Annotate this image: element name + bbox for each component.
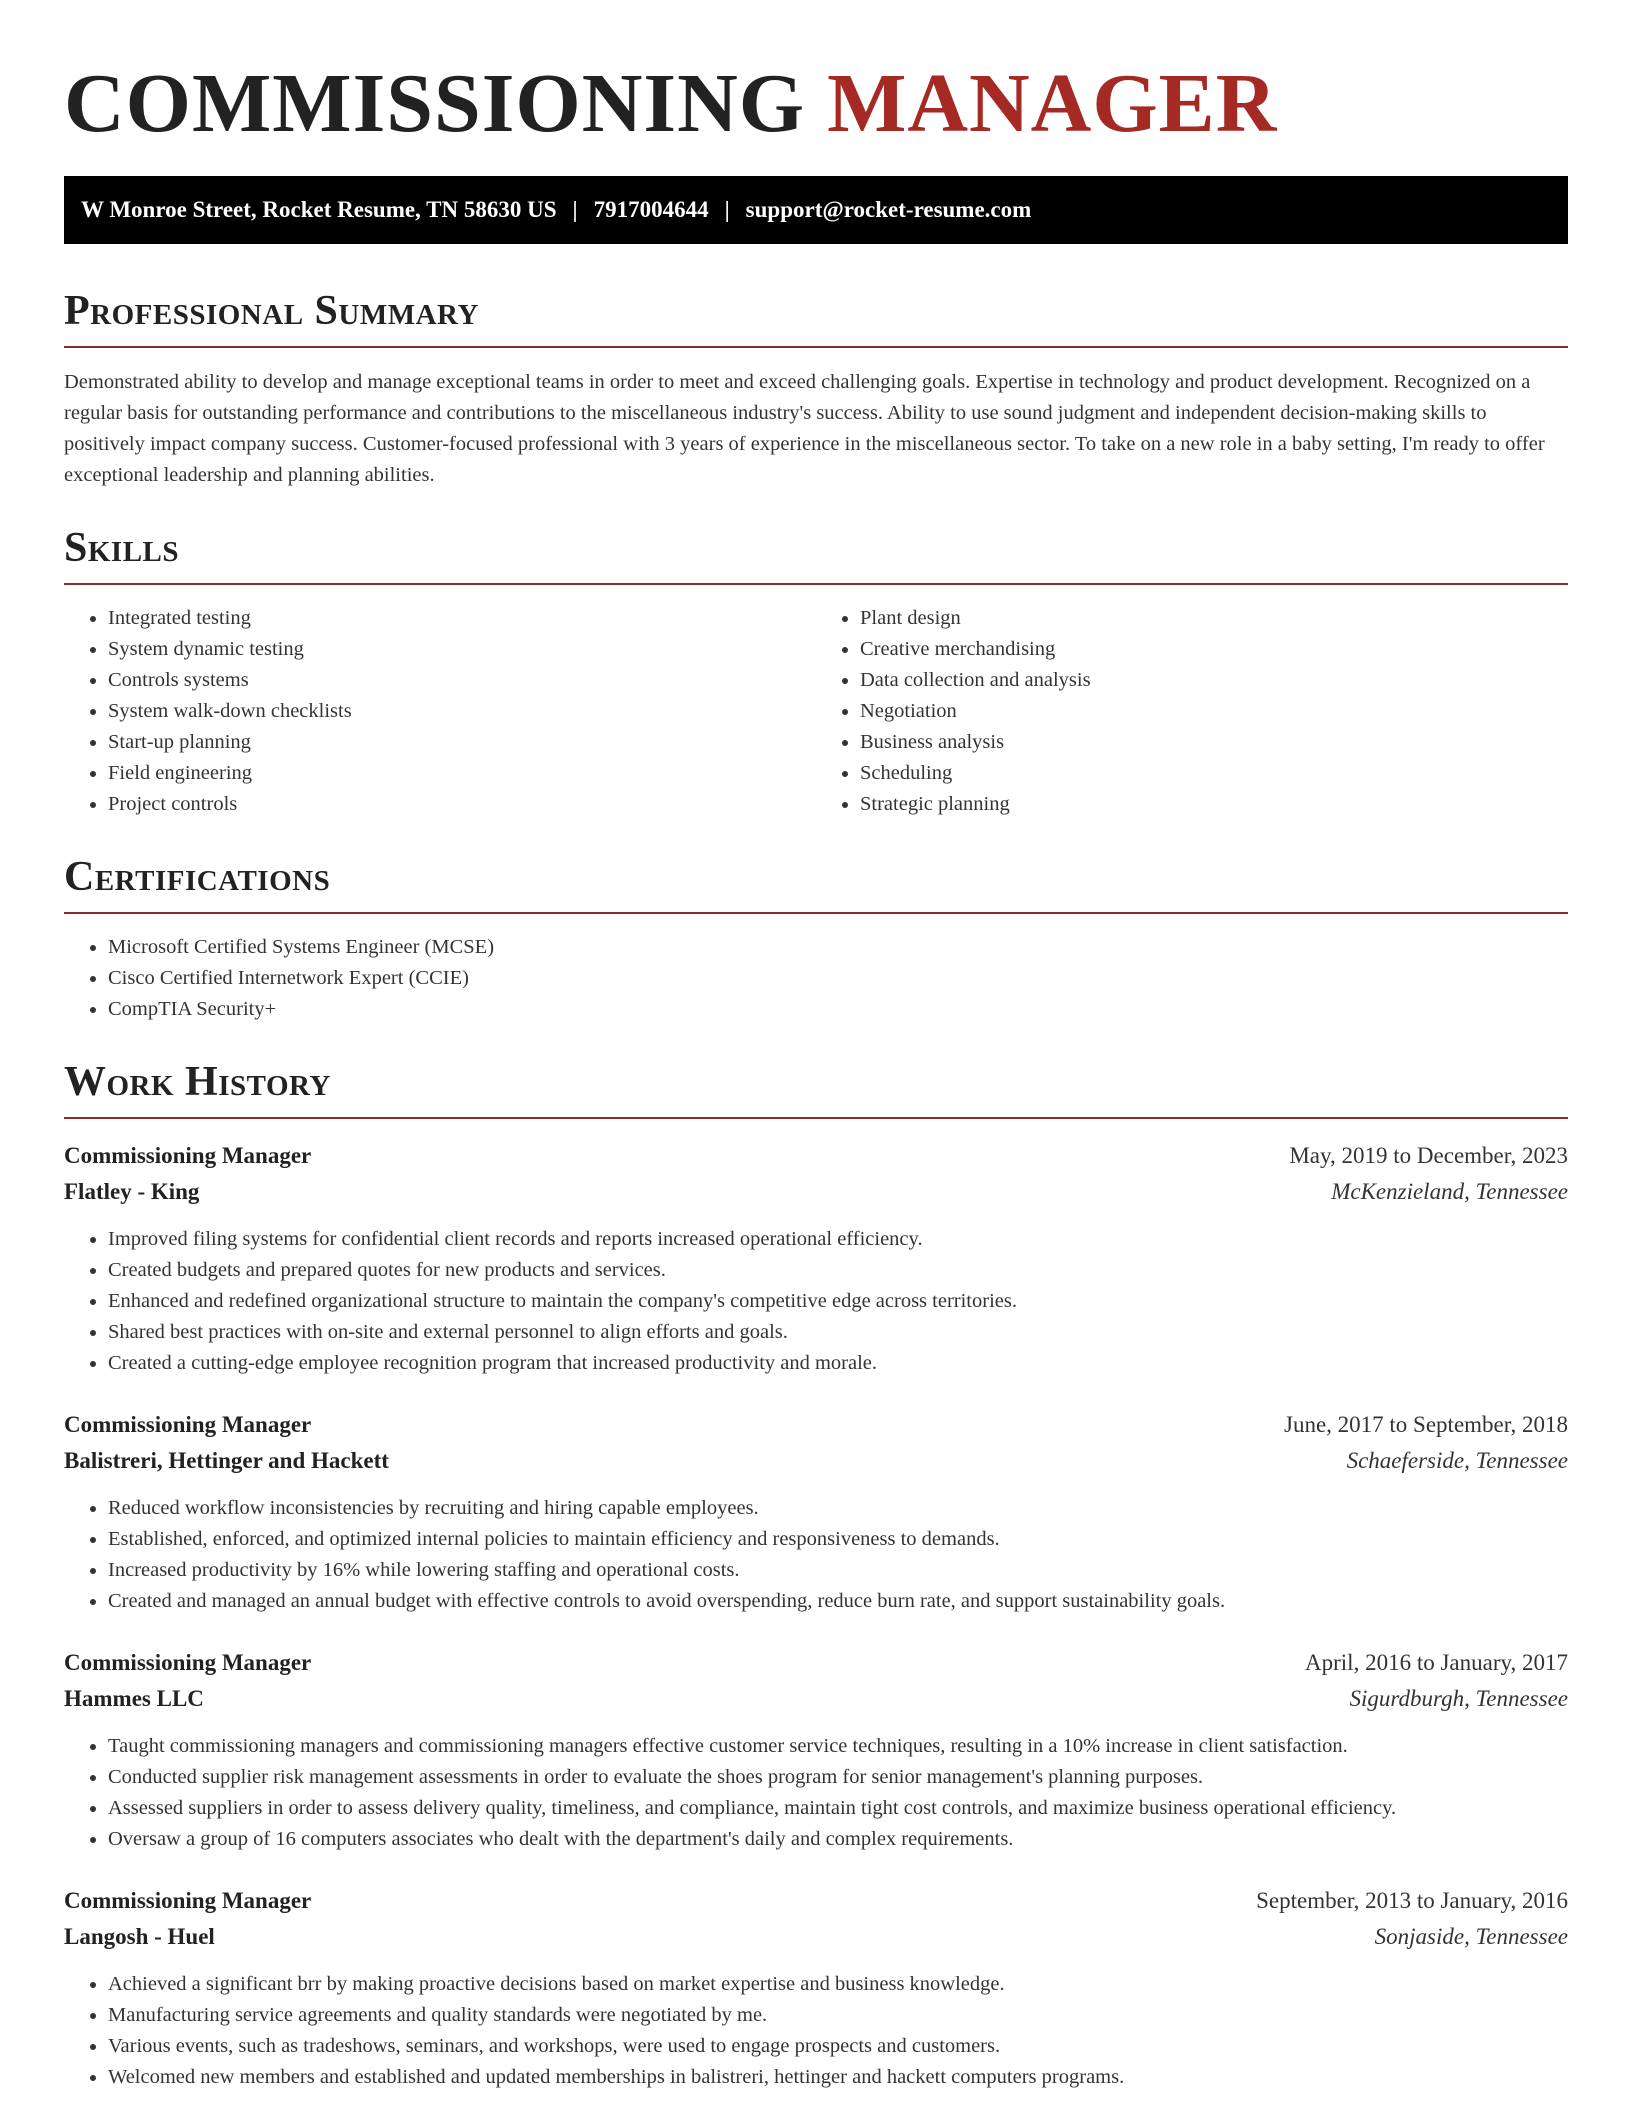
job-company: Hammes LLC [64,1686,204,1711]
job-company: Langosh - Huel [64,1924,215,1949]
job-bullet: • Created budgets and prepared quotes for new products and services. [108,1255,1568,1286]
job-title: Commissioning Manager [64,1650,312,1675]
resume-name [64,56,1568,152]
skill-item: • Integrated testing [108,603,816,634]
section-title-certifications: Certifications [64,854,331,900]
certifications-list [64,932,1568,1025]
job-bullets [64,1224,1568,1379]
job-header-row [64,1883,1568,1919]
skill-item: • Field engineering [108,758,816,789]
job-bullet: • Various events, such as tradeshows, seminars, and workshops, were used to engage prospects and customers. [108,2031,1568,2062]
summary-text: Demonstrated ability to develop and manage exceptional teams in order to meet and exceed challenging goals. Expertise in technology and product development. Recognized on a regular basis for outstanding performance and contributions to the miscellaneous industry's success. Ability to use sound judgment and independent decision-making skills to positively impact company success. Customer-focused professional with 3 years of experience in the miscellaneous sector. To take on a new role in a baby setting, I'm ready to offer exceptional leadership and planning abilities. [64,371,1545,486]
skills-section [64,523,1568,820]
job-company-row [64,1681,1568,1717]
skill-item: • Creative merchandising [860,634,1568,665]
job-bullet: • Conducted supplier risk management assessments in order to evaluate the shoes program for senior management's planning purposes. [108,1762,1568,1793]
job-dates: June, 2017 to September, 2018 [1284,1412,1568,1437]
certifications-section [64,852,1568,1025]
job-title: Commissioning Manager [64,1412,312,1437]
section-divider [64,346,1568,348]
job-company-row [64,1919,1568,1955]
contact-address: W Monroe Street, Rocket Resume, TN 58630 US [81,197,557,222]
section-title-summary: Professional Summary [64,288,479,334]
summary-section [64,286,1568,491]
job-bullet: • Achieved a significant brr by making proactive decisions based on market expertise and business knowledge. [108,1969,1568,2000]
section-divider [64,1117,1568,1119]
contact-separator: | [572,197,578,222]
certification-item: • CompTIA Security+ [108,994,1568,1025]
job-bullets [64,1969,1568,2093]
skill-item: • Start-up planning [108,727,816,758]
job-company: Balistreri, Hettinger and Hackett [64,1448,389,1473]
job-bullet: • Improved filing systems for confidential client records and reports increased operational efficiency. [108,1224,1568,1255]
job-bullet: • Oversaw a group of 16 computers associates who dealt with the department's daily and complex requirements. [108,1824,1568,1855]
job-bullet: • Enhanced and redefined organizational structure to maintain the company's competitive edge across territories. [108,1286,1568,1317]
section-title-skills: Skills [64,525,180,571]
job-location: Schaeferside, Tennessee [1346,1448,1568,1473]
job-bullet: • Established, enforced, and optimized internal policies to maintain efficiency and responsiveness to demands. [108,1524,1568,1555]
job-dates: April, 2016 to January, 2017 [1305,1650,1568,1675]
job-entry [64,1883,1568,2093]
job-bullet: • Increased productivity by 16% while lowering staffing and operational costs. [108,1555,1568,1586]
skill-item: • System walk-down checklists [108,696,816,727]
skills-list-left [64,603,816,820]
job-bullet: • Welcomed new members and established and updated memberships in balistreri, hettinger and hackett computers programs. [108,2062,1568,2093]
job-entry [64,1645,1568,1855]
contact-email: support@rocket-resume.com [745,197,1032,222]
contact-bar [64,176,1568,244]
name-first: COMMISSIONING [64,57,806,150]
job-bullets [64,1731,1568,1855]
skill-item: • Strategic planning [860,789,1568,820]
job-dates: September, 2013 to January, 2016 [1256,1888,1568,1913]
job-location: Sigurdburgh, Tennessee [1349,1686,1568,1711]
job-bullet: • Manufacturing service agreements and quality standards were negotiated by me. [108,2000,1568,2031]
contact-separator: | [724,197,730,222]
job-bullet: • Reduced workflow inconsistencies by recruiting and hiring capable employees. [108,1493,1568,1524]
job-bullet: • Assessed suppliers in order to assess delivery quality, timeliness, and compliance, maintain tight cost controls, and maximize business operational efficiency. [108,1793,1568,1824]
work-history-section [64,1057,1568,2093]
certification-item: • Microsoft Certified Systems Engineer (MCSE) [108,932,1568,963]
job-company-row [64,1174,1568,1210]
job-bullets [64,1493,1568,1617]
name-second: MANAGER [827,57,1278,150]
job-location: McKenzieland, Tennessee [1331,1179,1568,1204]
skill-item: • System dynamic testing [108,634,816,665]
job-dates: May, 2019 to December, 2023 [1289,1143,1568,1168]
contact-phone: 7917004644 [593,197,709,222]
job-bullet: • Shared best practices with on-site and external personnel to align efforts and goals. [108,1317,1568,1348]
skills-grid [64,585,1568,820]
section-title-work-history: Work History [64,1059,331,1105]
job-title: Commissioning Manager [64,1143,312,1168]
section-divider [64,912,1568,914]
skills-list-right [816,603,1568,820]
skill-item: • Negotiation [860,696,1568,727]
job-bullet: • Created and managed an annual budget with effective controls to avoid overspending, reduce burn rate, and support sustainability goals. [108,1586,1568,1617]
job-header-row [64,1407,1568,1443]
skill-item: • Project controls [108,789,816,820]
job-company-row [64,1443,1568,1479]
job-company: Flatley - King [64,1179,200,1204]
job-entry [64,1138,1568,1379]
skill-item: • Controls systems [108,665,816,696]
job-header-row [64,1138,1568,1174]
job-title: Commissioning Manager [64,1888,312,1913]
skill-item: • Scheduling [860,758,1568,789]
job-bullet: • Taught commissioning managers and commissioning managers effective customer service techniques, resulting in a 10% increase in client satisfaction. [108,1731,1568,1762]
job-location: Sonjaside, Tennessee [1374,1924,1568,1949]
job-bullet: • Created a cutting-edge employee recognition program that increased productivity and morale. [108,1348,1568,1379]
certification-item: • Cisco Certified Internetwork Expert (CCIE) [108,963,1568,994]
job-header-row [64,1645,1568,1681]
job-entry [64,1407,1568,1617]
skill-item: • Business analysis [860,727,1568,758]
skill-item: • Plant design [860,603,1568,634]
skill-item: • Data collection and analysis [860,665,1568,696]
